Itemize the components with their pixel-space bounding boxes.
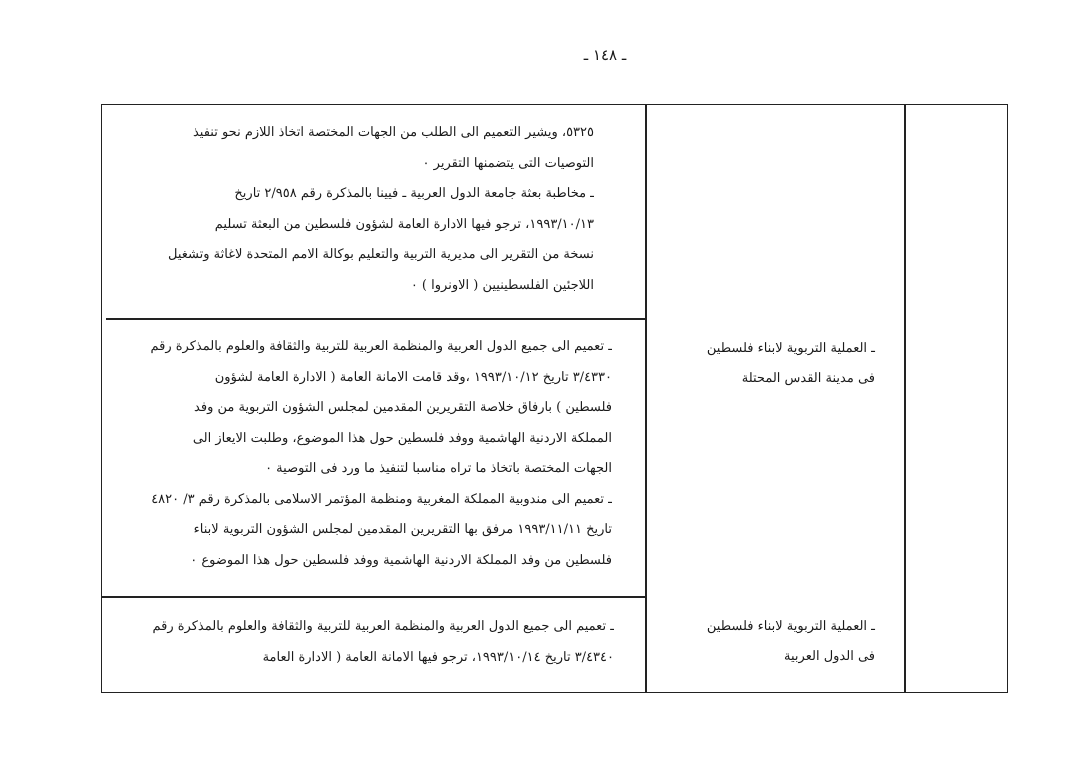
- row-2-line-7: تاريخ ١٩٩٣/١١/١١ مرفق بها التقريرين المقدمين لمجلس الشؤون التربوية لابناء: [193, 522, 612, 537]
- row-1-details: [112, 118, 594, 301]
- row-3-topic: [660, 612, 875, 672]
- row-3-line-1: ـ تعميم الى جميع الدول العربية والمنظمة العربية للتربية والثقافة والعلوم بالمذكرة رقم: [152, 619, 614, 634]
- row-2-topic: [660, 334, 875, 394]
- row-1-line-2: التوصيات التى يتضمنها التقرير ٠: [422, 155, 594, 171]
- page-number: ـ ١٤٨ ـ: [583, 46, 627, 64]
- column-divider-margin: [904, 105, 906, 693]
- row-2-topic-line-2: فى مدينة القدس المحتلة: [741, 371, 875, 386]
- row-divider-1: [106, 318, 645, 320]
- row-3-topic-line-1: ـ العملية التربوية لابناء فلسطين: [706, 619, 875, 634]
- row-2-line-6: ـ تعميم الى مندوبية المملكة المغربية ومنظمة المؤتمر الاسلامى بالمذكرة رقم ٣/ ٤٨٢٠: [151, 491, 612, 507]
- row-1-line-3: ـ مخاطبة بعثة جامعة الدول العربية ـ فيينا بالمذكرة رقم ٢/٩٥٨ تاريخ: [234, 186, 594, 201]
- column-divider-details: [645, 105, 647, 693]
- row-2-details: [112, 332, 612, 576]
- row-divider-2: [101, 596, 645, 598]
- row-2-line-8: فلسطين من وفد المملكة الاردنية الهاشمية ووفد فلسطين حول هذا الموضوع ٠: [190, 552, 612, 568]
- row-3-line-2: ٣/٤٣٤٠ تاريخ ١٩٩٣/١٠/١٤، ترجو فيها الامانة العامة ( الادارة العامة: [262, 649, 614, 665]
- row-2-line-2: ٣/٤٣٣٠ تاريخ ١٩٩٣/١٠/١٢ ،وقد قامت الامانة العامة ( الادارة العامة لشؤون: [214, 369, 612, 385]
- row-2-line-3: فلسطين ) بارفاق خلاصة التقريرين المقدمين لمجلس الشؤون التربوية من وفد: [194, 400, 612, 415]
- row-3-details: [112, 612, 614, 673]
- row-1-line-5: نسخة من التقرير الى مديرية التربية والتعليم بوكالة الامم المتحدة لاغاثة وتشغيل: [168, 247, 594, 262]
- row-2-line-5: الجهات المختصة باتخاذ ما تراه مناسبا لتنفيذ ما ورد فى التوصية ٠: [265, 461, 612, 476]
- row-2-line-1: ـ تعميم الى جميع الدول العربية والمنظمة العربية للتربية والثقافة والعلوم بالمذكرة رقم: [150, 339, 612, 354]
- row-1-line-6: اللاجئين الفلسطينيين ( الاونروا ) ٠: [410, 277, 594, 293]
- row-3-topic-line-2: فى الدول العربية: [784, 649, 875, 664]
- row-2-line-4: المملكة الاردنية الهاشمية ووفد فلسطين حول هذا الموضوع، وطلبت الايعاز الى: [192, 430, 612, 446]
- row-2-topic-line-1: ـ العملية التربوية لابناء فلسطين: [706, 341, 875, 356]
- row-1-line-1: ٥٣٢٥، ويشير التعميم الى الطلب من الجهات المختصة اتخاذ اللازم نحو تنفيذ: [192, 125, 594, 140]
- row-1-line-4: ١٩٩٣/١٠/١٣، ترجو فيها الادارة العامة لشؤون فلسطين من البعثة تسليم: [214, 216, 594, 232]
